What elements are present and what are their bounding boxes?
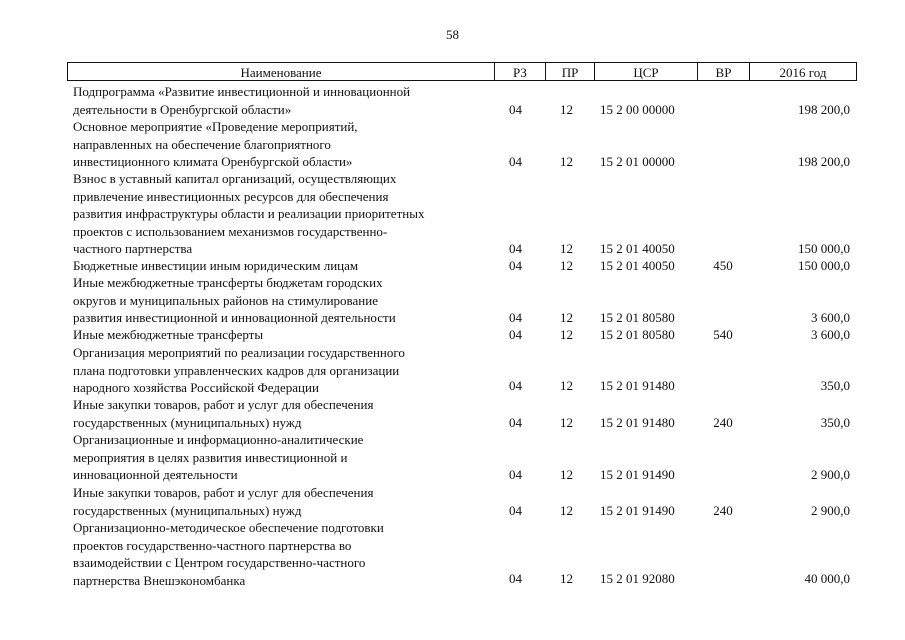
row-vr: 450 xyxy=(713,257,733,273)
header-csr: ЦСР xyxy=(594,63,697,80)
row-csr: 15 2 01 40050 xyxy=(600,240,675,256)
row-amount: 2 900,0 xyxy=(811,502,850,518)
row-vr: 240 xyxy=(713,502,733,518)
row-pr: 12 xyxy=(560,377,573,393)
row-name: Подпрограмма «Развитие инвестиционной и инновационной деятельности в Оренбургской области» xyxy=(73,84,411,117)
row-csr: 15 2 01 91490 xyxy=(600,502,675,518)
row-csr: 15 2 00 00000 xyxy=(600,101,675,117)
row-rz: 04 xyxy=(509,153,522,169)
row-pr: 12 xyxy=(560,466,573,482)
row-rz: 04 xyxy=(509,326,522,342)
row-pr: 12 xyxy=(560,414,573,430)
header-rz: РЗ xyxy=(494,63,545,80)
header-name: Наименование xyxy=(240,65,322,80)
row-rz: 04 xyxy=(509,309,522,325)
row-amount: 40 000,0 xyxy=(804,570,850,586)
row-name: Организационно-методическое обеспечение подготовки проектов государственно-частного партнерства во взаимодействии с Центром государственно-частного партнерства Внешэкономбанка xyxy=(73,520,384,588)
row-rz: 04 xyxy=(509,502,522,518)
row-pr: 12 xyxy=(560,257,573,273)
page-number: 58 xyxy=(446,27,459,42)
row-pr: 12 xyxy=(560,570,573,586)
table-row xyxy=(0,344,905,394)
row-amount: 3 600,0 xyxy=(811,326,850,342)
row-csr: 15 2 01 80580 xyxy=(600,326,675,342)
row-amount: 2 900,0 xyxy=(811,466,850,482)
row-csr: 15 2 01 91480 xyxy=(600,414,675,430)
row-vr: 240 xyxy=(713,414,733,430)
row-rz: 04 xyxy=(509,466,522,482)
table-row xyxy=(0,83,905,118)
row-name: Основное мероприятие «Проведение мероприятий, направленных на обеспечение благоприятного инвестиционного климата Оренбургской области» xyxy=(73,119,358,169)
row-rz: 04 xyxy=(509,257,522,273)
row-name: Бюджетные инвестиции иным юридическим лицам xyxy=(73,258,359,273)
header-year: 2016 год xyxy=(749,63,856,80)
row-amount: 150 000,0 xyxy=(798,240,850,256)
row-pr: 12 xyxy=(560,240,573,256)
row-amount: 350,0 xyxy=(820,377,850,393)
row-amount: 3 600,0 xyxy=(811,309,850,325)
row-rz: 04 xyxy=(509,240,522,256)
row-csr: 15 2 01 91480 xyxy=(600,377,675,393)
row-name: Иные закупки товаров, работ и услуг для обеспечения государственных (муниципальных) нужд xyxy=(73,397,374,430)
row-pr: 12 xyxy=(560,309,573,325)
row-rz: 04 xyxy=(509,414,522,430)
row-amount: 150 000,0 xyxy=(798,257,850,273)
row-csr: 15 2 01 80580 xyxy=(600,309,675,325)
row-pr: 12 xyxy=(560,502,573,518)
table-row xyxy=(0,484,905,519)
table-row xyxy=(0,326,905,343)
row-pr: 12 xyxy=(560,101,573,117)
row-csr: 15 2 01 91490 xyxy=(600,466,675,482)
table-row xyxy=(0,274,905,326)
row-name: Организация мероприятий по реализации государственного плана подготовки управленческих кадров для организации народного хозяйства Российской Федерации xyxy=(73,345,405,395)
row-amount: 350,0 xyxy=(820,414,850,430)
table-row xyxy=(0,257,905,274)
row-pr: 12 xyxy=(560,153,573,169)
table-row xyxy=(0,118,905,170)
row-rz: 04 xyxy=(509,570,522,586)
row-rz: 04 xyxy=(509,377,522,393)
row-csr: 15 2 01 92080 xyxy=(600,570,675,586)
row-vr: 540 xyxy=(713,326,733,342)
row-csr: 15 2 01 00000 xyxy=(600,153,675,169)
row-name: Организационные и информационно-аналитические мероприятия в целях развития инвестиционной и инновационной деятельности xyxy=(73,432,364,482)
row-name: Иные межбюджетные трансферты бюджетам городских округов и муниципальных районов на стимулирование развития инвестиционной и инновационной деятельности xyxy=(73,275,396,325)
row-name: Иные межбюджетные трансферты xyxy=(73,327,264,342)
table-row xyxy=(0,519,905,587)
row-rz: 04 xyxy=(509,101,522,117)
table-row xyxy=(0,431,905,483)
table-row xyxy=(0,170,905,257)
row-amount: 198 200,0 xyxy=(798,153,850,169)
row-csr: 15 2 01 40050 xyxy=(600,257,675,273)
header-vr: ВР xyxy=(697,63,749,80)
row-name: Иные закупки товаров, работ и услуг для обеспечения государственных (муниципальных) нужд xyxy=(73,485,374,518)
table-row xyxy=(0,396,905,431)
row-name: Взнос в уставный капитал организаций, осуществляющих привлечение инвестиционных ресурсов для обеспечения развития инфраструктуры области и реализации приоритетных проектов с использованием механизмов государственно- частного партнерства xyxy=(73,171,425,256)
row-pr: 12 xyxy=(560,326,573,342)
row-amount: 198 200,0 xyxy=(798,101,850,117)
header-pr: ПР xyxy=(545,63,594,80)
